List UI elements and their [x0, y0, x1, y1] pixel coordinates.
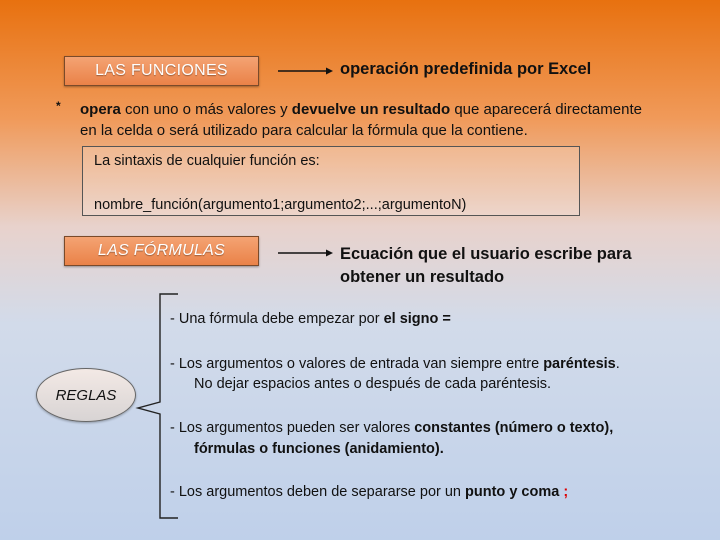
rule-2-line2: No dejar espacios antes o después de cada paréntesis. — [194, 376, 552, 392]
rule-1-bold: el signo = — [383, 311, 451, 327]
funciones-description-line1 — [80, 99, 642, 120]
funciones-definition: operación predefinida por Excel — [340, 60, 592, 78]
desc-bold-opera: opera — [80, 101, 121, 118]
reglas-badge — [36, 368, 136, 422]
funciones-description-line2: en la celda o será utilizado para calcular la fórmula que la contiene. — [80, 122, 528, 139]
rule-4 — [170, 482, 568, 502]
rule-3-bold: constantes (número o texto), — [414, 420, 614, 436]
formulas-definition-line1: Ecuación que el usuario escribe para — [340, 245, 632, 263]
rule-2-text: - Los argumentos o valores de entrada van siempre entre — [170, 356, 544, 372]
desc-text-2: que aparecerá directamente — [450, 101, 642, 118]
formulas-definition-line2: obtener un resultado — [340, 268, 505, 286]
rule-4-semicolon: ; — [563, 484, 569, 500]
formulas-label: LAS FÓRMULAS — [97, 242, 226, 259]
rule-3 — [170, 418, 613, 438]
rule-4-text: - Los argumentos deben de separarse por un — [170, 484, 466, 500]
rule-3-line2: fórmulas o funciones (anidamiento). — [194, 441, 444, 457]
syntax-example: nombre_función(argumento1;argumento2;...;argumentoN) — [94, 197, 467, 213]
bullet-marker: * — [56, 99, 61, 113]
rule-2 — [170, 354, 620, 374]
funciones-label: LAS FUNCIONES — [95, 62, 228, 79]
arrow-right-icon — [276, 64, 336, 78]
desc-text-1: con uno o más valores y — [120, 101, 292, 118]
rule-1 — [170, 309, 451, 329]
rule-2-post: . — [615, 356, 620, 372]
syntax-intro: La sintaxis de cualquier función es: — [94, 153, 320, 169]
formulas-definition — [340, 243, 632, 289]
rule-2-bold: paréntesis — [543, 356, 616, 372]
rule-4-bold: punto y coma — [465, 484, 560, 500]
rule-3-text: - Los argumentos pueden ser valores — [170, 420, 415, 436]
arrow-right-icon — [276, 246, 336, 260]
rule-1-text: - Una fórmula debe empezar por — [170, 311, 384, 327]
syntax-box — [82, 146, 580, 216]
desc-bold-devuelve: devuelve un resultado — [291, 101, 451, 118]
formulas-label-box — [64, 236, 259, 266]
reglas-label: REGLAS — [55, 386, 117, 404]
funciones-label-box — [64, 56, 259, 86]
